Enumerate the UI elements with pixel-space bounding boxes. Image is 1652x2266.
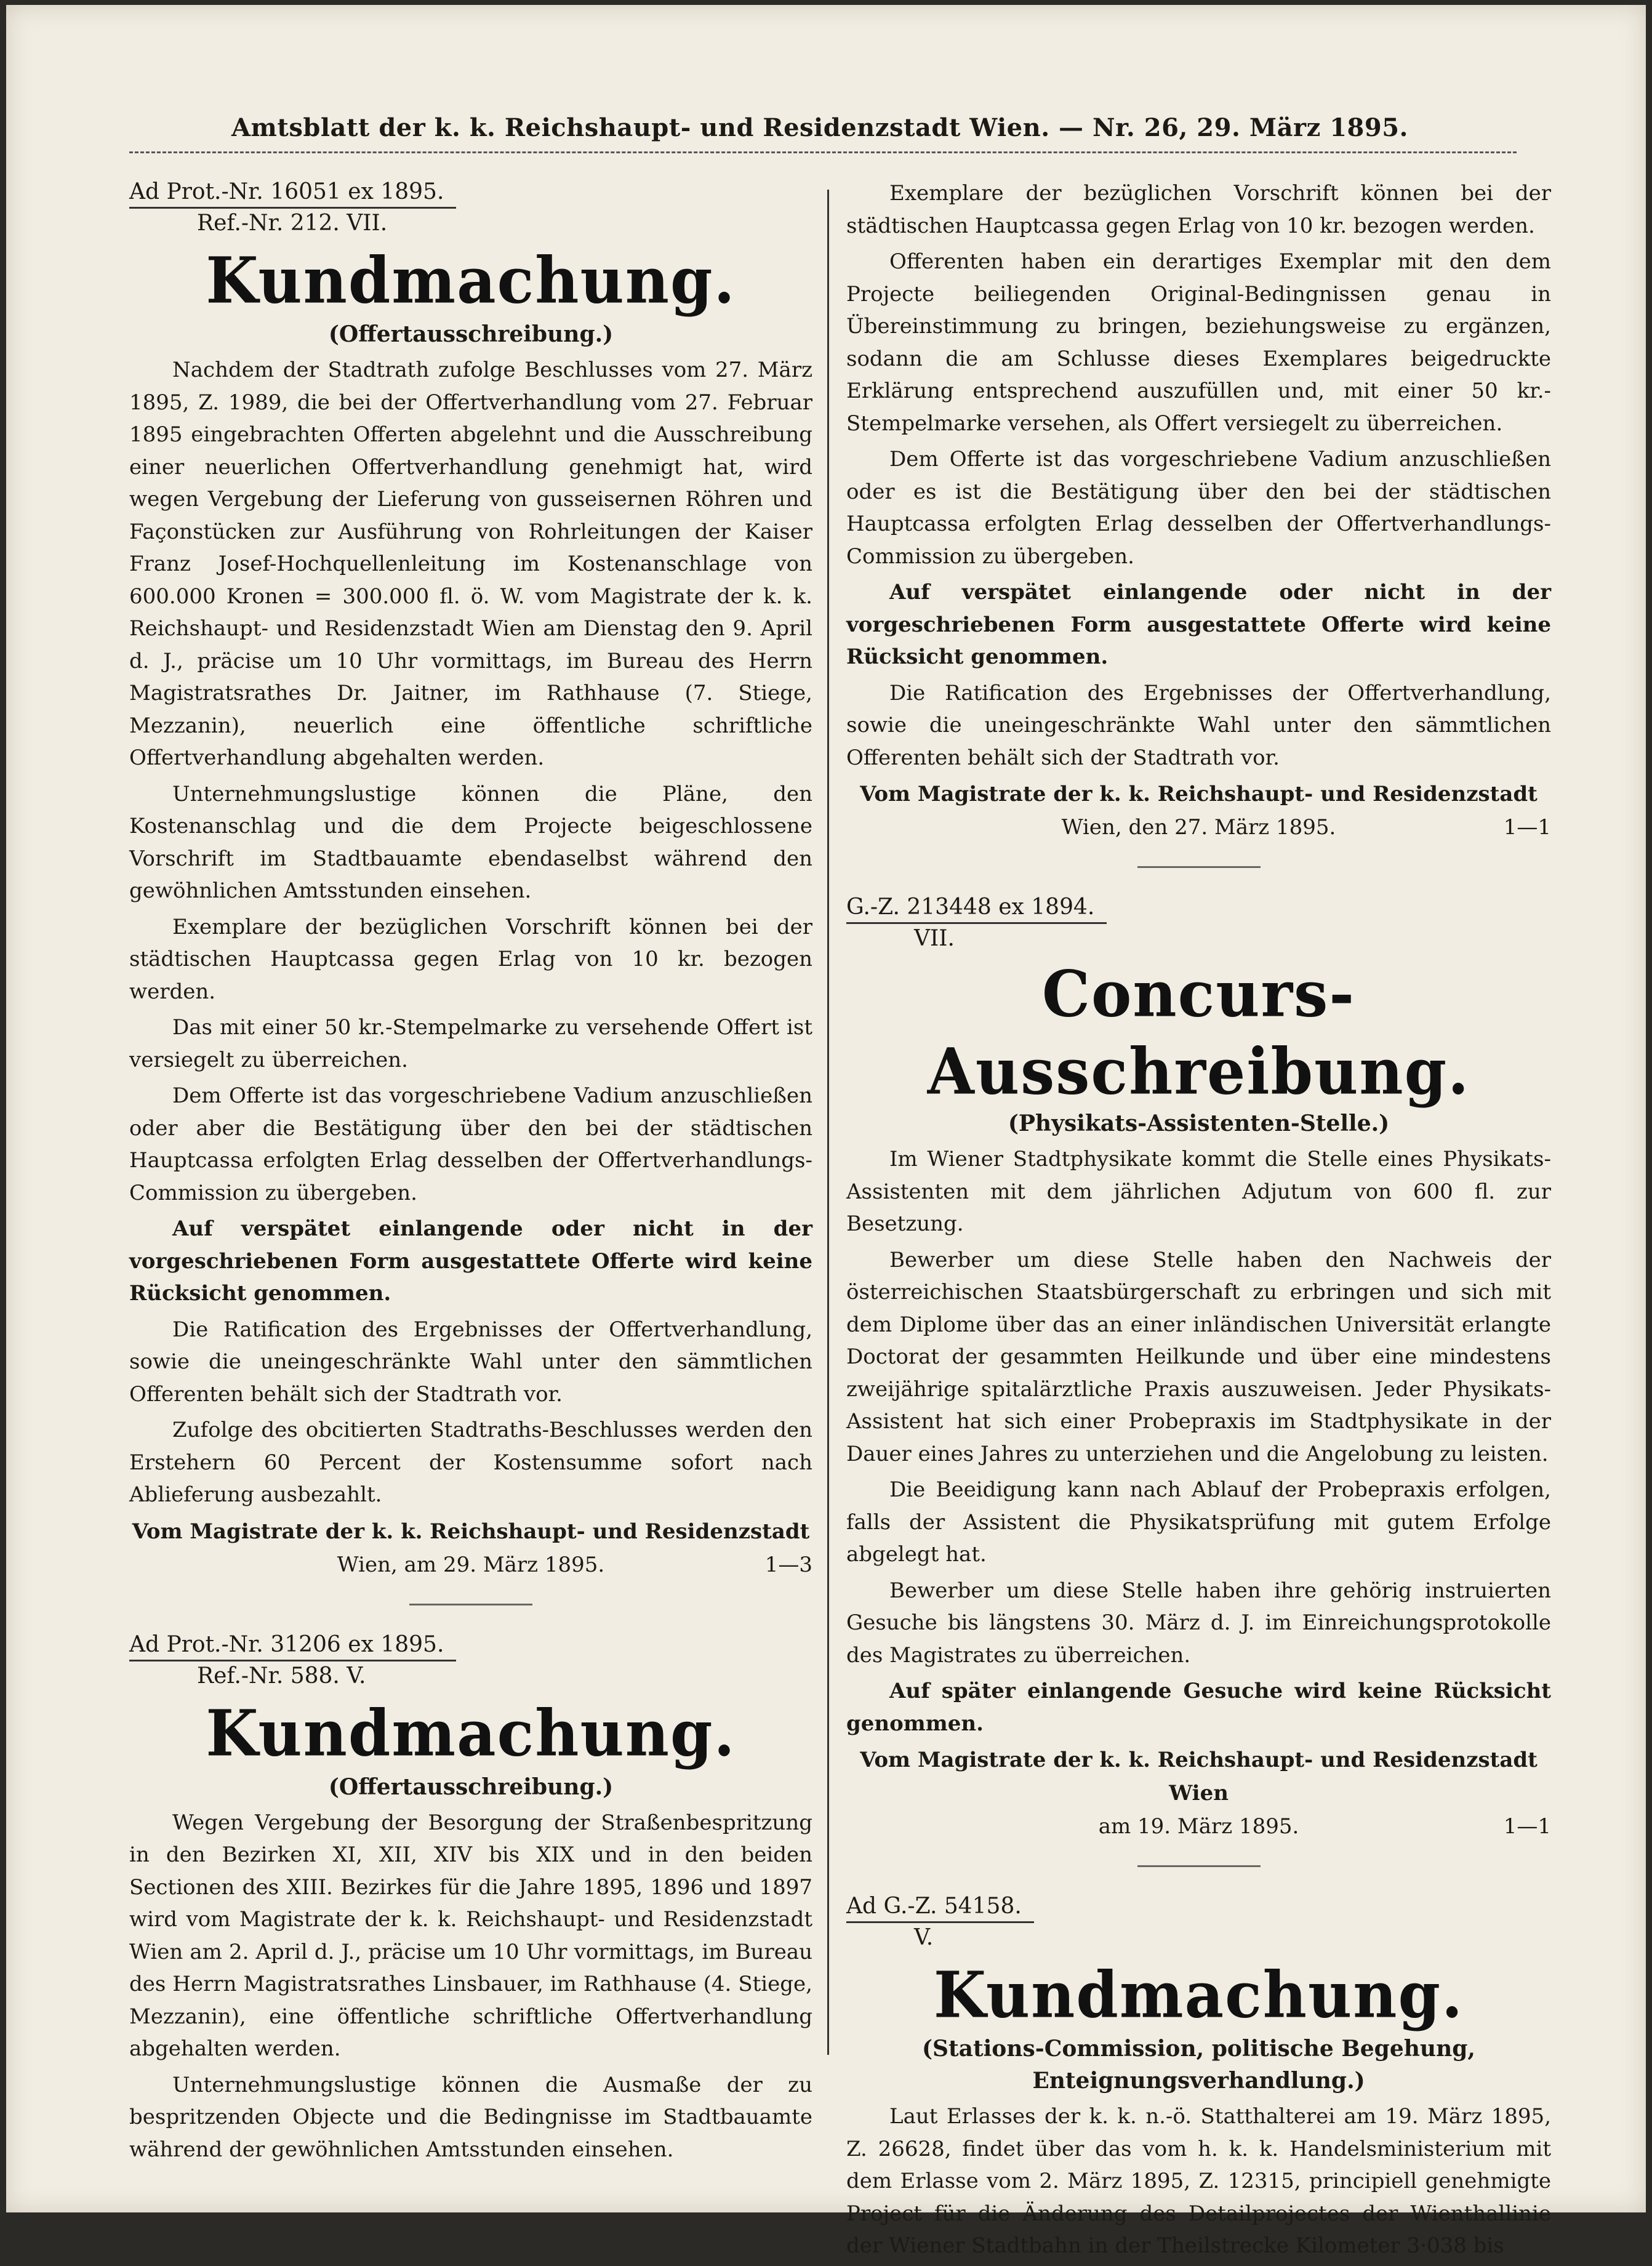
ref-line-1: [129, 177, 812, 209]
separator: [1137, 866, 1261, 868]
paragraph: Bewerber um diese Stelle haben den Nachweis der österreichischen Staatsbürgerschaft zu erbringen und sich mit dem Diplome über das an einer inländischen Universität erlangte Doctorat der gesammten Heilkunde und über eine mindestens zweijährige spitalärztliche Praxis auszuweisen. Jeder Physikats-Assistent hat sich einer Probepraxis im Stadtphysikate in der Dauer eines Jahres zu unterziehen und die Angelobung zu leisten.: [846, 1247, 1551, 1466]
signature: Vom Magistrate der k. k. Reichshaupt- und Residenzstadt: [860, 782, 1538, 806]
notice-subtitle: (Stations-Commission, politische Begehung, Enteignungsverhandlung.): [922, 2036, 1475, 2094]
signature-date-line: [129, 1548, 812, 1581]
notice-subtitle: (Offertausschreibung.): [328, 1774, 614, 1800]
notice-kundmachung-2: [129, 1630, 812, 2166]
newspaper-page: [6, 5, 1646, 2258]
left-column: [129, 177, 812, 2169]
paragraph: Exemplare der bezüglichen Vorschrift können bei der städtischen Hauptcassa gegen Erlag von 10 kr. bezogen werden.: [129, 914, 812, 1004]
notice-subtitle: (Offertausschreibung.): [328, 321, 614, 347]
paragraph: Zufolge des obcitierten Stadtraths-Beschlusses werden den Erstehern 60 Percent der Kostensumme sofort nach Ablieferung ausbezahlt.: [129, 1418, 812, 1507]
notice-title: Concurs-Ausschreibung.: [927, 957, 1470, 1109]
ref-line-1: [129, 1630, 812, 1661]
ref-nr: VII.: [914, 926, 955, 951]
header-rule: [129, 151, 1517, 153]
separator: [409, 1604, 532, 1605]
paragraph: Laut Erlasses der k. k. n.-ö. Statthalterei am 19. März 1895, Z. 26628, findet über das vom h. k. k. Handelsministerium mit dem Erlasse vom 2. März 1895, Z. 12315, principiell genehmigte Project für die Änderung des Detailprojectes der Wienthallinie der Wiener Stadtbahn in der Theilstrecke Kilometer 3·038 bis: [846, 2104, 1551, 2258]
paragraph: Exemplare der bezüglichen Vorschrift können bei der städtischen Hauptcassa gegen Erlag von 10 kr. bezogen werden.: [846, 181, 1551, 238]
paragraph: Dem Offerte ist das vorgeschriebene Vadium anzuschließen oder es ist die Bestätigung über den bei der städtischen Hauptcassa erfolgten Erlag desselben der Offertverhandlungs-Commission zu übergeben.: [846, 447, 1551, 569]
paragraph-bold: Auf verspätet einlangende oder nicht in der vorgeschriebenen Form ausgestattete Offerte wird keine Rücksicht genommen.: [129, 1216, 812, 1306]
paragraph: Bewerber um diese Stelle haben ihre gehörig instruierten Gesuche bis längstens 30. März d. J. im Einreichungsprotokolle des Magistrates zu überreichen.: [846, 1578, 1551, 1668]
notice-title: Kundmachung.: [933, 1958, 1464, 2033]
signature-date: Wien, den 27. März 1895.: [1061, 815, 1336, 840]
column-divider: [827, 190, 829, 2055]
ref-nr: Ref.-Nr. 588. V.: [197, 1663, 366, 1689]
signature-date: Wien, am 29. März 1895.: [337, 1552, 605, 1577]
page-header: Amtsblatt der k. k. Reichshaupt- und Residenzstadt Wien. — Nr. 26, 29. März 1895.: [231, 113, 1408, 142]
paragraph: Unternehmungslustige können die Ausmaße der zu bespritzenden Objecte und die Bedingnisse im Stadtbauamte während der gewöhnlichen Amtsstunden einsehen.: [129, 2072, 812, 2162]
notice-kundmachung-4: [846, 1892, 1551, 2262]
paragraph: Dem Offerte ist das vorgeschriebene Vadium anzuschließen oder aber die Bestätigung über den bei der städtischen Hauptcassa erfolgten Erlag desselben der Offertverhandlungs-Commission zu übergeben.: [129, 1083, 812, 1205]
ref-line-1: [846, 1892, 1551, 1923]
paragraph: Im Wiener Stadtphysikate kommt die Stelle eines Physikats-Assistenten mit dem jährlichen Adjutum von 600 fl. zur Besetzung.: [846, 1147, 1551, 1236]
notice-title: Kundmachung.: [206, 244, 736, 318]
notice-title: Kundmachung.: [206, 1696, 736, 1771]
prot-nr: Ad Prot.-Nr. 16051 ex 1895.: [129, 177, 456, 209]
paragraph: Die Beeidigung kann nach Ablauf der Probepraxis erfolgen, falls der Assistent die Physikatsprüfung mit gutem Erfolge abgelegt hat.: [846, 1477, 1551, 1567]
notice-number: 1—1: [1503, 815, 1551, 840]
signature-date: am 19. März 1895.: [1098, 1814, 1299, 1839]
paragraph: Offerenten haben ein derartiges Exemplar mit den dem Projecte beiliegenden Original-Bedingnissen genau in Übereinstimmung zu bringen, beziehungsweise zu ergänzen, sodann die am Schlusse dieses Exemplares beigedruckte Erklärung entsprechend auszufüllen und, mit einer 50 kr.-Stempelmarke versehen, als Offert versiegelt zu überreichen.: [846, 249, 1551, 436]
notice-concurs: [846, 893, 1551, 1843]
notice-number: 1—1: [1503, 1814, 1551, 1839]
signature-date-line: [846, 811, 1551, 844]
paragraph: Das mit einer 50 kr.-Stempelmarke zu versehende Offert ist versiegelt zu überreichen.: [129, 1015, 812, 1072]
right-column: [846, 177, 1551, 2266]
ref-nr: Ref.-Nr. 212. VII.: [197, 211, 388, 236]
signature: Vom Magistrate der k. k. Reichshaupt- und Residenzstadt Wien: [860, 1748, 1538, 1806]
notice-number: 1—3: [764, 1552, 812, 1577]
notice-kundmachung-2-continued: [846, 177, 1551, 844]
paragraph: Die Ratification des Ergebnisses der Offertverhandlung, sowie die uneingeschränkte Wahl unter den sämmtlichen Offerenten behält sich der Stadtrath vor.: [129, 1317, 812, 1407]
notice-kundmachung-1: [129, 177, 812, 1581]
notice-subtitle: (Physikats-Assistenten-Stelle.): [1008, 1111, 1390, 1136]
paragraph-bold: Auf verspätet einlangende oder nicht in der vorgeschriebenen Form ausgestattete Offerte wird keine Rücksicht genommen.: [846, 580, 1551, 669]
paragraph: Nachdem der Stadtrath zufolge Beschlusses vom 27. März 1895, Z. 1989, die bei der Offertverhandlung vom 27. Februar 1895 eingebrachten Offerten abgelehnt und die Ausschreibung einer neuerlichen Offertverhandlung genehmigt hat, wird wegen Vergebung der Lieferung von gusseisernen Röhren und Façonstücken zur Ausführung von Rohrleitungen der Kaiser Franz Josef-Hochquellenleitung im Kostenanschlage von 600.000 Kronen = 300.000 fl. ö. W. vom Magistrate der k. k. Reichshaupt- und Residenzstadt Wien am Dienstag den 9. April d. J., präcise um 10 Uhr vormittags, im Bureau des Herrn Magistratsrathes Dr. Jaitner, im Rathhause (7. Stiege, Mezzanin), neuerlich eine öffentliche schriftliche Offertverhandlung abgehalten werden.: [129, 358, 812, 770]
paragraph: Unternehmungslustige können die Pläne, den Kostenanschlag und die dem Projecte beigeschlossene Vorschrift im Stadtbauamte ebendaselbst während den gewöhnlichen Amtsstunden einsehen.: [129, 781, 812, 903]
signature: Vom Magistrate der k. k. Reichshaupt- und Residenzstadt: [132, 1519, 810, 1544]
prot-nr: Ad Prot.-Nr. 31206 ex 1895.: [129, 1630, 456, 1661]
signature-date-line: [846, 1810, 1551, 1843]
paragraph: Die Ratification des Ergebnisses der Offertverhandlung, sowie die uneingeschränkte Wahl unter den sämmtlichen Offerenten behält sich der Stadtrath vor.: [846, 680, 1551, 770]
ref-nr: V.: [914, 1925, 934, 1950]
ref-line-1: [846, 893, 1551, 924]
paragraph: Wegen Vergebung der Besorgung der Straßenbespritzung in den Bezirken XI, XII, XIV bis XIX und in den beiden Sectionen des XIII. Bezirkes für die Jahre 1895, 1896 und 1897 wird vom Magistrate der k. k. Reichshaupt- und Residenzstadt Wien am 2. April d. J., präcise um 10 Uhr vormittags, im Bureau des Herrn Magistratsrathes Linsbauer, im Rathhause (4. Stiege, Mezzanin), eine öffentliche schriftliche Offertverhandlung abgehalten werden.: [129, 1810, 812, 2061]
gz-nr: G.-Z. 213448 ex 1894.: [846, 893, 1107, 924]
paragraph-bold: Auf später einlangende Gesuche wird keine Rücksicht genommen.: [846, 1679, 1551, 1736]
separator: [1137, 1865, 1261, 1867]
gz-nr: Ad G.-Z. 54158.: [846, 1892, 1034, 1923]
